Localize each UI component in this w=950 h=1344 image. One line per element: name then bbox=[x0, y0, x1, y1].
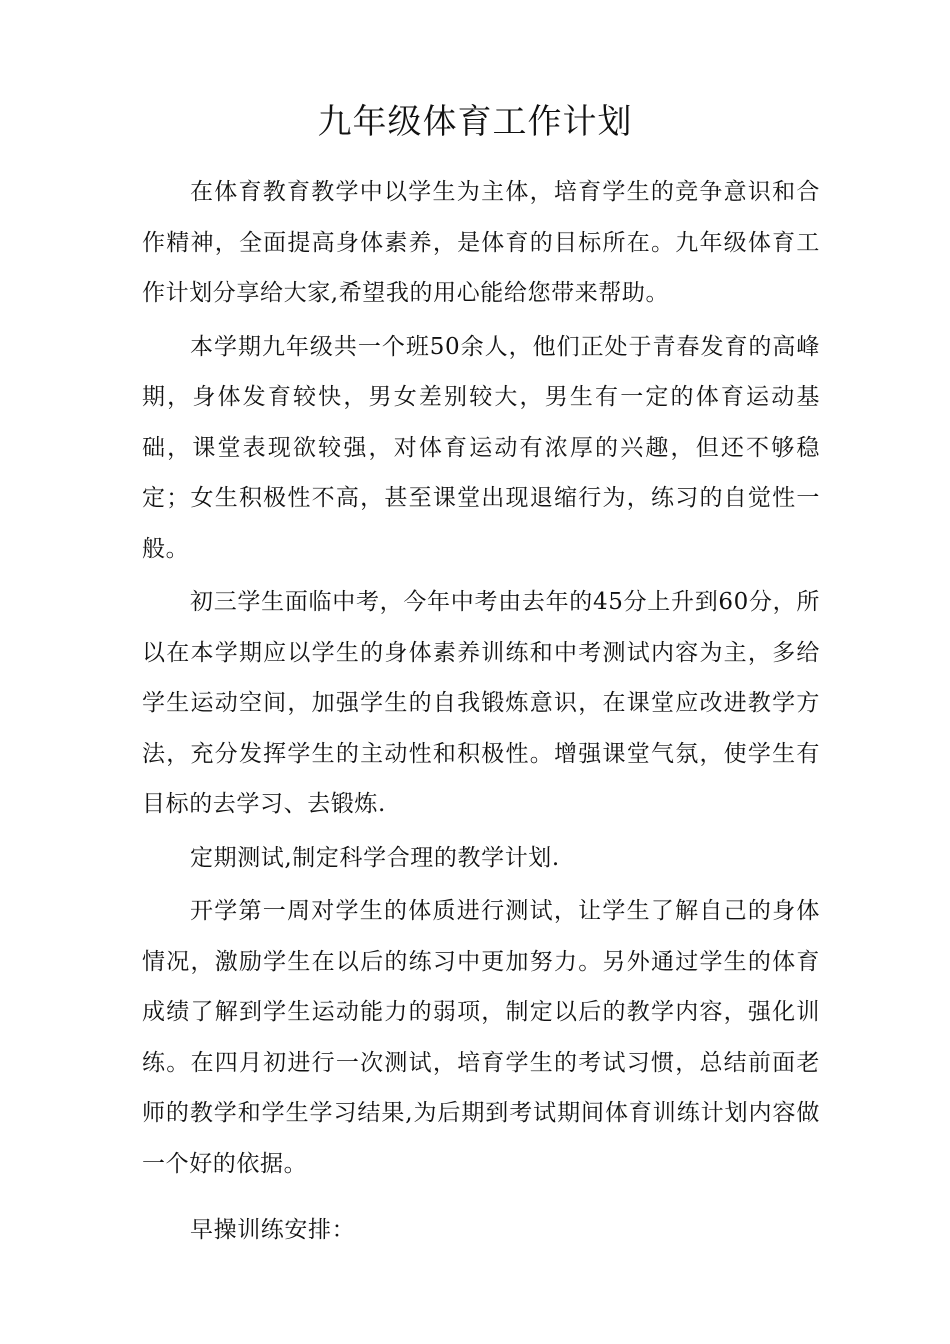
paragraph-testing-heading: 定期测试,制定科学合理的教学计划. bbox=[190, 844, 560, 871]
paragraph-morning-exercise-heading: 早操训练安排： bbox=[190, 1217, 356, 1243]
document-body bbox=[142, 167, 820, 1256]
paragraph-class-situation: 本学期九年级共一个班50余人，他们正处于青春发育的高峰期，身体发育较快，男女差别较大，男生有一定的体育运动基础，课堂表现欲较强，对体育运动有浓厚的兴趣，但还不够稳定；女生积极性不高，甚至课堂出现退缩行为，练习的自觉性一般。 bbox=[142, 333, 820, 562]
paragraph-exam-focus: 初三学生面临中考，今年中考由去年的45分上升到60分，所以在本学期应以学生的身体素养训练和中考测试内容为主，多给学生运动空间，加强学生的自我锻炼意识，在课堂应改进教学方法，充分发挥学生的主动性和积极性。增强课堂气氛，使学生有目标的去学习、去锻炼. bbox=[142, 589, 820, 817]
paragraph-intro: 在体育教育教学中以学生为主体，培育学生的竞争意识和合作精神，全面提高身体素养，是体育的目标所在。九年级体育工作计划分享给大家,希望我的用心能给您带来帮助。 bbox=[142, 179, 820, 306]
document-title: 九年级体育工作计划 bbox=[317, 102, 633, 142]
paragraph-testing-plan: 开学第一周对学生的体质进行测试，让学生了解自己的身体情况，激励学生在以后的练习中更加努力。另外通过学生的体育成绩了解到学生运动能力的弱项，制定以后的教学内容，强化训练。在四月初进行一次测试，培育学生的考试习惯，总结前面老师的教学和学生学习结果,为后期到考试期间体育训练计划内容做一个好的依据。 bbox=[142, 898, 820, 1177]
